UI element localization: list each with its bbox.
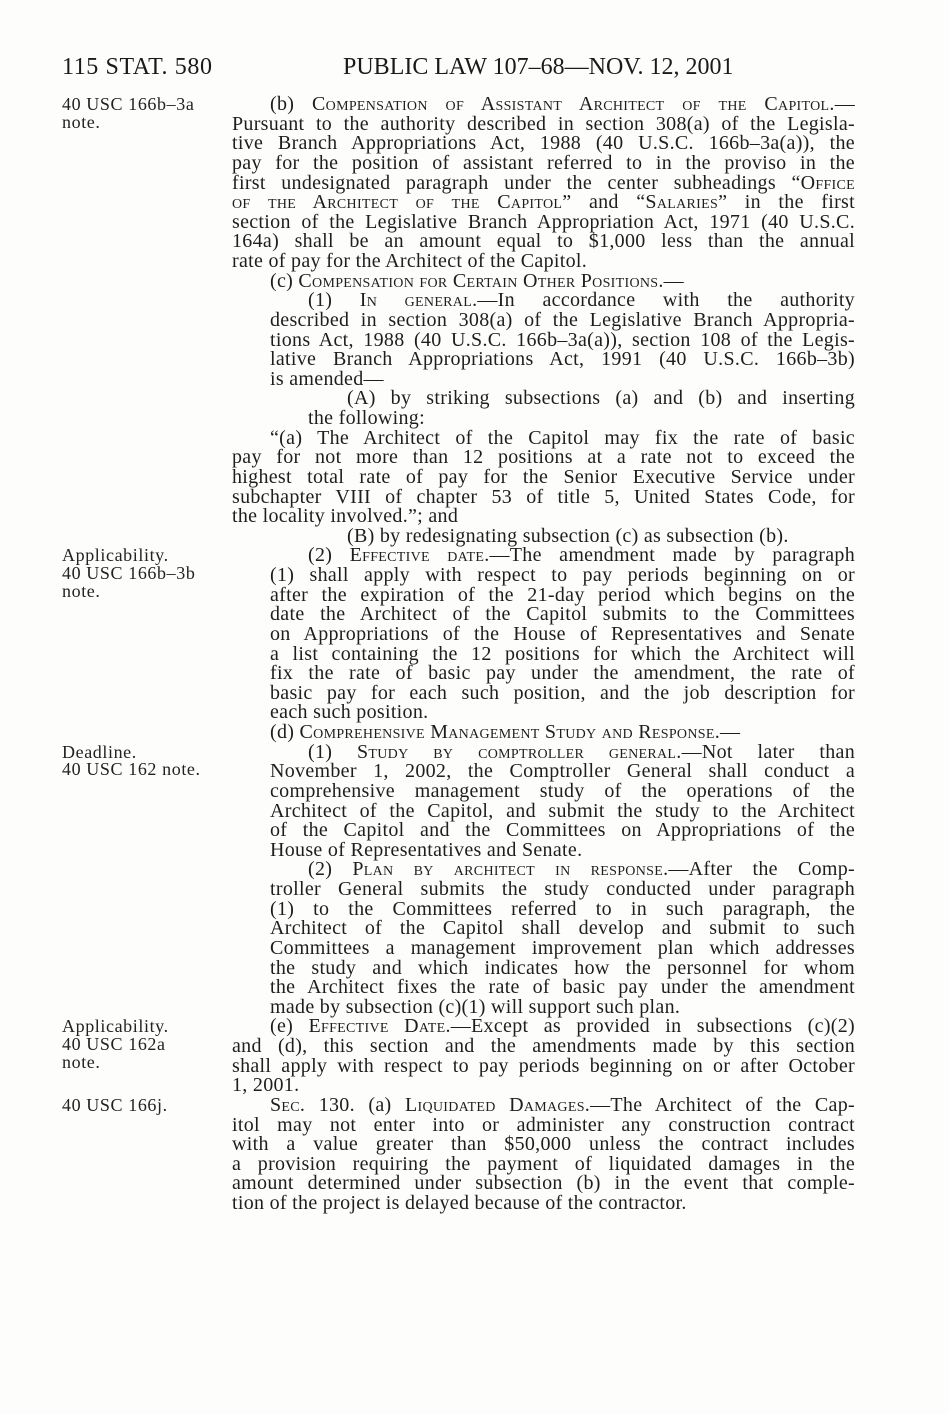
text-line: shall apply with respect to pay periods beginning on or after October — [232, 1054, 855, 1077]
text-line: pay for not more than 12 positions at a rate not to exceed the — [232, 446, 855, 469]
stat-page-number: 115 STAT. 580 — [62, 54, 213, 80]
text-line: made by subsection (c)(1) will support such plan. — [270, 995, 681, 1018]
margin-note-line: 40 USC 162a — [62, 1033, 166, 1054]
text-line: itol may not enter into or administer any construction contract — [232, 1113, 855, 1136]
paragraph-lines — [232, 860, 855, 1017]
margin-note-line: 40 USC 166b–3a — [62, 94, 195, 114]
small-caps-heading: Compensation of Assistant Architect of the Capitol — [312, 93, 830, 115]
text-run: ” in the first — [718, 191, 855, 214]
text-run: (c) — [270, 269, 299, 292]
text-line: each such position. — [270, 701, 429, 724]
section-130-a — [62, 1093, 855, 1214]
paragraph-lines — [232, 1093, 855, 1214]
small-caps-heading: Compensation for Certain Other Positions — [298, 269, 659, 292]
paragraph-lines — [232, 291, 855, 389]
text-run: (1) — [308, 740, 357, 763]
text-run: (2) — [308, 858, 353, 881]
paragraph-lines — [232, 546, 855, 723]
text-run: .—In accordance with the authority — [472, 289, 855, 312]
text-line — [270, 95, 855, 115]
text-line: after the expiration of the 21-day period which begins on the — [270, 583, 855, 606]
text-line: fix the rate of basic pay under the amendment, the rate of — [270, 662, 855, 685]
small-caps-heading: Plan by architect in response — [352, 858, 664, 881]
small-caps-heading: Study by comptroller general — [357, 740, 677, 763]
text-line: (B) by redesignating subsection (c) as subsection (b). — [347, 524, 789, 547]
text-line: rate of pay for the Architect of the Capitol. — [232, 250, 588, 272]
paragraph-c-1 — [232, 291, 855, 389]
text-line: (1) to the Committees referred to in such paragraph, the — [270, 897, 855, 920]
small-caps-heading: Effective date — [349, 544, 485, 567]
text-run: (b) — [270, 93, 313, 115]
margin-note-line: Applicability. — [62, 1016, 169, 1037]
text-run: .—Not later than — [676, 740, 855, 763]
text-line: November 1, 2002, the Comptroller General shall conduct a — [270, 760, 855, 783]
text-run: (2) — [308, 544, 350, 567]
text-line: comprehensive management study of the operations of the — [270, 779, 855, 802]
text-line: amount determined under subsection (b) in the event that comple- — [232, 1172, 855, 1195]
margin-note-line: note. — [62, 111, 101, 132]
text-line: date the Architect of the Capitol submits to the Committees — [270, 603, 855, 626]
text-line: Pursuant to the authority described in section 308(a) of the Legisla- — [232, 112, 855, 135]
subsection-b — [62, 93, 855, 272]
text-line: 1, 2001. — [232, 1074, 300, 1097]
margin-note-line: 40 USC 162 note. — [62, 759, 201, 780]
text-run: .— — [829, 93, 855, 115]
margin-note — [62, 96, 227, 131]
text-line: described in section 308(a) of the Legislative Branch Appropria- — [270, 308, 855, 331]
text-line: tions Act, 1988 (40 U.S.C. 166b–3a(a)), section 108 of the Legis- — [270, 328, 855, 351]
text-run: .—The Architect of the Cap- — [584, 1093, 855, 1116]
text-line — [308, 291, 855, 311]
text-line: the locality involved.”; and — [232, 505, 459, 528]
text-run: .—Except as provided in subsections (c)(2) — [445, 1015, 855, 1038]
text-line: a list containing the 12 positions for which the Architect will — [270, 642, 855, 665]
small-caps-heading: In general — [359, 289, 473, 312]
text-line: pay for the position of assistant referred to in the proviso in the — [232, 151, 855, 174]
margin-note — [62, 547, 227, 600]
paragraph-lines — [232, 1017, 855, 1096]
text-run: .— — [658, 269, 684, 292]
text-line: tive Branch Appropriations Act, 1988 (40 U.S.C. 166b–3a(a)), the — [232, 132, 855, 155]
text-line: the following: — [308, 407, 425, 429]
text-run: (e) — [270, 1015, 309, 1038]
text-line: the study and which indicates how the personnel for whom — [270, 956, 855, 979]
text-line: basic pay for each such position, and the job description for — [270, 681, 855, 704]
small-caps-heading: Effective Date — [308, 1015, 446, 1038]
paragraph-lines — [232, 389, 855, 428]
running-head: PUBLIC LAW 107–68—NOV. 12, 2001 — [343, 54, 734, 80]
text-line: highest total rate of pay for the Senior Executive Service under — [232, 465, 855, 488]
margin-note-line: 40 USC 166b–3b — [62, 562, 196, 583]
margin-note — [62, 1018, 227, 1071]
text-line: a provision requiring the payment of liquidated damages in the — [232, 1152, 855, 1175]
text-run: . 130. (a) — [299, 1093, 405, 1116]
text-run: .—After the Comp- — [663, 858, 856, 881]
text-line: Committees a management improvement plan which addresses — [270, 936, 855, 959]
text-line — [270, 1093, 855, 1116]
paragraph-lines — [232, 95, 855, 272]
text-line: with a value greater than $50,000 unless the contract includes — [232, 1133, 855, 1156]
text-line: “(a) The Architect of the Capitol may fix the rate of basic — [270, 426, 855, 449]
text-line: House of Representatives and Senate. — [270, 838, 583, 861]
text-line: of the Capitol and the Committees on Appropriations of the — [270, 819, 855, 842]
text-line: lative Branch Appropriations Act, 1991 (40 U.S.C. 166b–3b) — [270, 348, 855, 371]
text-line: the Architect fixes the rate of basic pay under the amendment — [270, 976, 855, 999]
text-line: (1) shall apply with respect to pay periods beginning on or — [270, 564, 855, 586]
paragraph-d-1 — [62, 740, 855, 861]
margin-note — [62, 741, 227, 780]
text-line: troller General submits the study conducted under paragraph — [270, 878, 855, 900]
text-run: (1) — [308, 289, 360, 312]
text-line: on Appropriations of the House of Representatives and Senate — [270, 622, 855, 645]
text-line: and (d), this section and the amendments made by this section — [232, 1035, 855, 1057]
text-line: tion of the project is delayed because of the contractor. — [232, 1192, 687, 1214]
small-caps-heading: Office — [800, 171, 855, 194]
margin-note-line: Deadline. — [62, 741, 137, 762]
text-line: 164a) shall be an amount equal to $1,000 less than the annual — [232, 230, 855, 253]
margin-note — [62, 1094, 227, 1115]
text-run: .— — [714, 721, 741, 743]
text-line: section of the Legislative Branch Appropriation Act, 1971 (40 U.S.C. — [232, 210, 855, 233]
paragraph-d-2 — [232, 860, 855, 1017]
text-line: Architect of the Capitol, and submit the study to the Architect — [270, 799, 855, 822]
text-run: first undesignated paragraph under the center subheadings “ — [232, 171, 801, 194]
quoted-subsection-a — [232, 426, 855, 528]
margin-note-line: note. — [62, 580, 101, 601]
text-line: (A) by striking subsections (a) and (b) and inserting — [347, 387, 855, 410]
small-caps-heading: Sec — [270, 1093, 300, 1116]
text-line — [232, 193, 855, 213]
small-caps-heading: Comprehensive Management Study and Response — [299, 721, 715, 743]
statute-text — [62, 93, 856, 1214]
text-line: Architect of the Capitol shall develop and submit to such — [270, 917, 855, 940]
paragraph-lines — [232, 426, 855, 528]
paragraph-c-2 — [62, 544, 855, 724]
text-run: ” and “ — [562, 191, 646, 214]
margin-note-line: note. — [62, 1051, 101, 1072]
subparagraph-c-1-a — [232, 389, 855, 428]
small-caps-heading: Liquidated Damages — [404, 1093, 585, 1116]
margin-note-line: Applicability. — [62, 545, 169, 566]
text-line: subchapter VIII of chapter 53 of title 5, United States Code, for — [232, 485, 855, 508]
text-run: (d) — [270, 721, 300, 743]
margin-note-line: 40 USC 166j. — [62, 1094, 168, 1115]
paragraph-lines — [232, 740, 855, 861]
subsection-e — [62, 1015, 855, 1097]
small-caps-heading: of the Architect of the Capitol — [232, 191, 563, 214]
small-caps-heading: Salaries — [645, 191, 719, 214]
text-run: .—The amendment made by paragraph — [484, 544, 855, 567]
text-line: is amended— — [270, 367, 384, 390]
